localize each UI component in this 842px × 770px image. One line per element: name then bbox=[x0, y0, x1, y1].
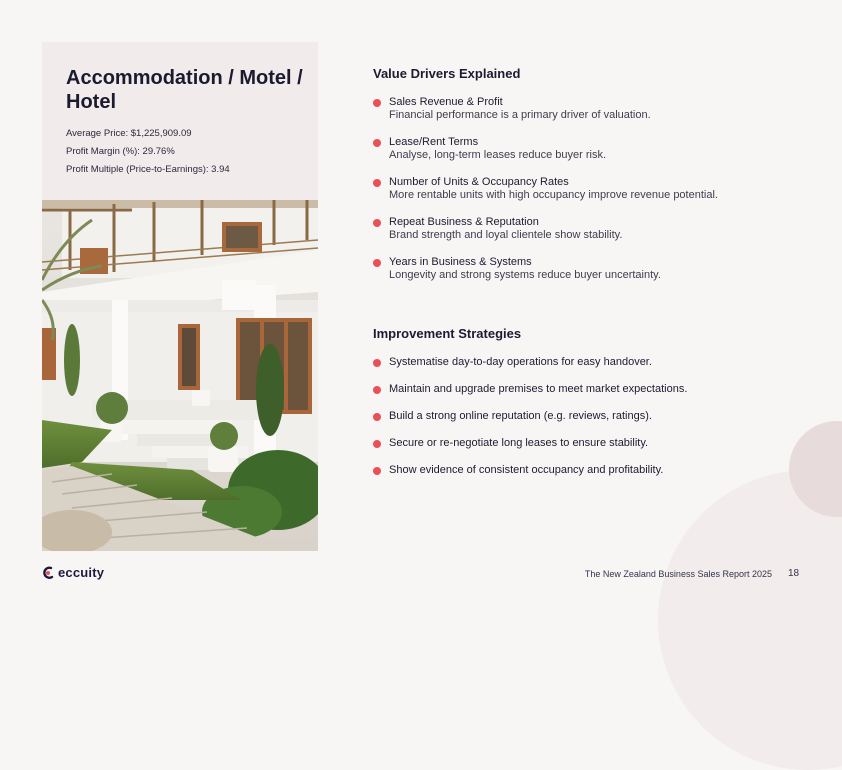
driver-title: Lease/Rent Terms bbox=[389, 136, 479, 148]
driver-description: More rentable units with high occupancy improve revenue potential. bbox=[389, 189, 718, 201]
bullet-dot-icon bbox=[373, 99, 381, 107]
list-item bbox=[373, 356, 753, 369]
strategy-text: Maintain and upgrade premises to meet market expectations. bbox=[389, 383, 688, 395]
bullet-dot-icon bbox=[373, 440, 381, 448]
list-item bbox=[373, 464, 753, 477]
bullet-dot-icon bbox=[373, 259, 381, 267]
driver-description: Brand strength and loyal clientele show stability. bbox=[389, 229, 623, 241]
stat-average-price: Average Price: $1,225,909.09 bbox=[66, 128, 192, 139]
eccuity-logo[interactable] bbox=[42, 565, 104, 580]
list-item bbox=[373, 216, 733, 242]
strategy-text: Secure or re-negotiate long leases to ensure stability. bbox=[389, 437, 649, 449]
strategy-text: Build a strong online reputation (e.g. reviews, ratings). bbox=[389, 410, 652, 422]
stats-list bbox=[66, 125, 230, 179]
strategy-text: Show evidence of consistent occupancy and profitability. bbox=[389, 464, 664, 476]
list-item bbox=[373, 256, 733, 282]
page-title: Accommodation / Motel / Hotel bbox=[66, 67, 303, 113]
value-drivers-list bbox=[373, 96, 733, 282]
list-item bbox=[373, 383, 753, 396]
list-item bbox=[373, 437, 753, 450]
bullet-dot-icon bbox=[373, 139, 381, 147]
stat-profit-margin: Profit Margin (%): 29.76% bbox=[66, 146, 175, 157]
improvement-list bbox=[373, 356, 753, 477]
driver-description: Financial performance is a primary driver of valuation. bbox=[389, 109, 651, 121]
logo-text: eccuity bbox=[58, 565, 105, 580]
improvement-heading: Improvement Strategies bbox=[373, 326, 522, 341]
list-item bbox=[373, 410, 753, 423]
bullet-dot-icon bbox=[373, 359, 381, 367]
driver-title: Repeat Business & Reputation bbox=[389, 216, 539, 228]
list-item bbox=[373, 136, 733, 162]
bullet-dot-icon bbox=[373, 467, 381, 475]
hotel-photo bbox=[42, 200, 318, 551]
stat-profit-multiple: Profit Multiple (Price-to-Earnings): 3.94 bbox=[66, 164, 230, 175]
list-item bbox=[373, 96, 733, 122]
eccuity-logo-icon bbox=[42, 566, 54, 580]
page-number: 18 bbox=[788, 568, 800, 579]
report-title: The New Zealand Business Sales Report 2025 bbox=[584, 569, 772, 579]
decorative-circle-large bbox=[658, 470, 842, 770]
property-summary-card bbox=[42, 42, 318, 200]
list-item bbox=[373, 176, 719, 202]
value-drivers-heading: Value Drivers Explained bbox=[373, 66, 521, 81]
driver-description: Longevity and strong systems reduce buyer uncertainty. bbox=[389, 269, 661, 281]
bullet-dot-icon bbox=[373, 413, 381, 421]
driver-title: Sales Revenue & Profit bbox=[389, 96, 503, 108]
driver-title: Years in Business & Systems bbox=[389, 256, 532, 268]
driver-description: Analyse, long-term leases reduce buyer risk. bbox=[389, 149, 607, 161]
bullet-dot-icon bbox=[373, 179, 381, 187]
bullet-dot-icon bbox=[373, 219, 381, 227]
driver-title: Number of Units & Occupancy Rates bbox=[389, 176, 569, 188]
strategy-text: Systematise day-to-day operations for easy handover. bbox=[389, 356, 652, 368]
bullet-dot-icon bbox=[373, 386, 381, 394]
